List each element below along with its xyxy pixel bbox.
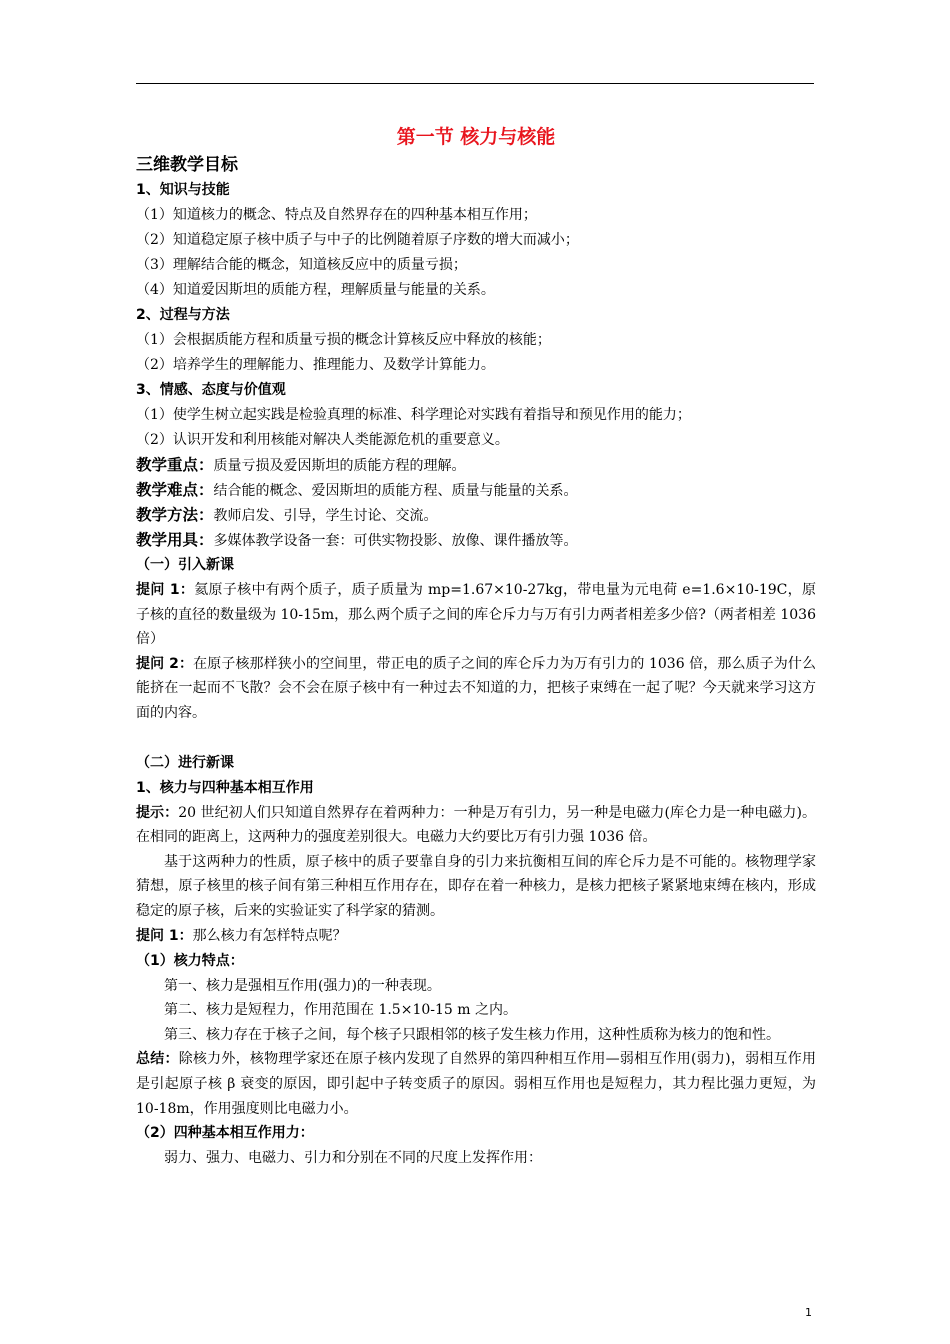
topic-1-heading: 1、核力与四种基本相互作用 bbox=[136, 779, 314, 796]
process-item: （1）会根据质能方程和质量亏损的概念计算核反应中释放的核能； bbox=[136, 332, 551, 348]
objectives-heading: 三维教学目标 bbox=[136, 155, 238, 175]
methods-text: 教师启发、引导，学生讨论、交流。 bbox=[213, 508, 438, 524]
summary bbox=[136, 1047, 816, 1121]
methods bbox=[136, 503, 816, 528]
four-forces-heading: （2）四种基本相互作用力： bbox=[136, 1125, 314, 1142]
key-points-label: 教学重点： bbox=[136, 456, 214, 474]
features-heading: （1）核力特点： bbox=[136, 952, 244, 969]
feature-item: 第一、核力是强相互作用(强力)的一种表现。 bbox=[164, 977, 441, 994]
process-item: （2）培养学生的理解能力、推理能力、及数学计算能力。 bbox=[136, 357, 495, 373]
hint-label: 提示： bbox=[136, 804, 179, 821]
question-3 bbox=[136, 924, 816, 949]
question-3-text: 那么核力有怎样特点呢？ bbox=[192, 927, 347, 944]
tools-label: 教学用具： bbox=[136, 531, 214, 549]
feature-item: 第二、核力是短程力，作用范围在 1.5×10-15 m 之内。 bbox=[164, 1002, 517, 1019]
methods-label: 教学方法： bbox=[136, 506, 214, 524]
knowledge-item: （1）知道核力的概念、特点及自然界存在的四种基本相互作用； bbox=[136, 207, 537, 223]
knowledge-item: （2）知道稳定原子核中质子与中子的比例随着原子序数的增大而减小； bbox=[136, 232, 579, 248]
summary-text: 除核力外，核物理学家还在原子核内发现了自然界的第四种相互作用—弱相互作用(弱力)，弱相互作用是引起原子核 β 衰变的原因，即引起中子转变质子的原因。弱相互作用也是短程力，其力程比强力更短，为 10-18m，作用强度则比电磁力小。 bbox=[136, 1051, 817, 1117]
tools bbox=[136, 528, 816, 553]
new-lesson-heading: （二）进行新课 bbox=[136, 754, 234, 771]
question-1 bbox=[136, 578, 816, 652]
summary-label: 总结： bbox=[136, 1051, 179, 1068]
knowledge-item: （4）知道爱因斯坦的质能方程，理解质量与能量的关系。 bbox=[136, 282, 495, 298]
page-number: 1 bbox=[805, 1306, 812, 1319]
question-3-label: 提问 1： bbox=[136, 927, 193, 944]
hint-paragraph-2: 基于这两种力的性质，原子核中的质子要靠自身的引力来抗衡相互间的库仑斥力是不可能的。核物理学家猜想，原子核里的核子间有第三种相互作用存在，即存在着一种核力，是核力把核子紧紧地束缚在核内，形成稳定的原子核，后来的实验证实了科学家的猜测。 bbox=[136, 853, 816, 919]
hint-text: 20 世纪初人们只知道自然界存在着两种力：一种是万有引力，另一种是电磁力(库仑力是一种电磁力)。在相同的距离上，这两种力的强度差别很大。电磁力大约要比万有引力强 1036 倍。 bbox=[136, 804, 817, 846]
knowledge-heading: 1、知识与技能 bbox=[136, 182, 230, 198]
process-heading: 2、过程与方法 bbox=[136, 307, 230, 323]
knowledge-item: （3）理解结合能的概念，知道核反应中的质量亏损； bbox=[136, 257, 467, 273]
emotion-item: （1）使学生树立起实践是检验真理的标准、科学理论对实践有着指导和预见作用的能力； bbox=[136, 407, 691, 423]
document-body bbox=[136, 122, 816, 1171]
question-1-label: 提问 1： bbox=[136, 582, 195, 598]
header-rule bbox=[136, 83, 814, 84]
question-2-text: 在原子核那样狭小的空间里，带正电的质子之间的库仑斥力为万有引力的 1036 倍，那么质子为什么能挤在一起而不飞散？会不会在原子核中有一种过去不知道的力，把核子束缚在一起了呢？今天就来学习这方面的内容。 bbox=[136, 655, 816, 721]
key-points-text: 质量亏损及爱因斯坦的质能方程的理解。 bbox=[213, 458, 466, 474]
question-2-label: 提问 2： bbox=[136, 655, 194, 672]
question-2 bbox=[136, 652, 816, 726]
four-forces-text: 弱力、强力、电磁力、引力和分别在不同的尺度上发挥作用： bbox=[164, 1150, 542, 1167]
emotion-item: （2）认识开发和利用核能对解决人类能源危机的重要意义。 bbox=[136, 432, 509, 448]
tools-text: 多媒体教学设备一套：可供实物投影、放像、课件播放等。 bbox=[213, 533, 578, 549]
feature-item: 第三、核力存在于核子之间，每个核子只跟相邻的核子发生核力作用，这种性质称为核力的饱和性。 bbox=[164, 1026, 780, 1043]
difficulties-text: 结合能的概念、爱因斯坦的质能方程、质量与能量的关系。 bbox=[213, 483, 578, 499]
hint bbox=[136, 801, 816, 850]
question-1-text: 氦原子核中有两个质子，质子质量为 mp=1.67×10-27kg，带电量为元电荷 e=1.6×10-19C，原子核的直径的数量级为 10-15m，那么两个质子之间的库仑斥力与万有引力两者相差多少倍?（两者相差 1036 倍） bbox=[136, 582, 817, 648]
key-points bbox=[136, 453, 816, 478]
difficulties bbox=[136, 478, 816, 503]
emotion-heading: 3、情感、态度与价值观 bbox=[136, 382, 286, 398]
difficulties-label: 教学难点： bbox=[136, 481, 214, 499]
spacer bbox=[136, 726, 816, 751]
intro-heading: （一）引入新课 bbox=[136, 557, 234, 573]
page-title: 第一节 核力与核能 bbox=[396, 126, 556, 148]
